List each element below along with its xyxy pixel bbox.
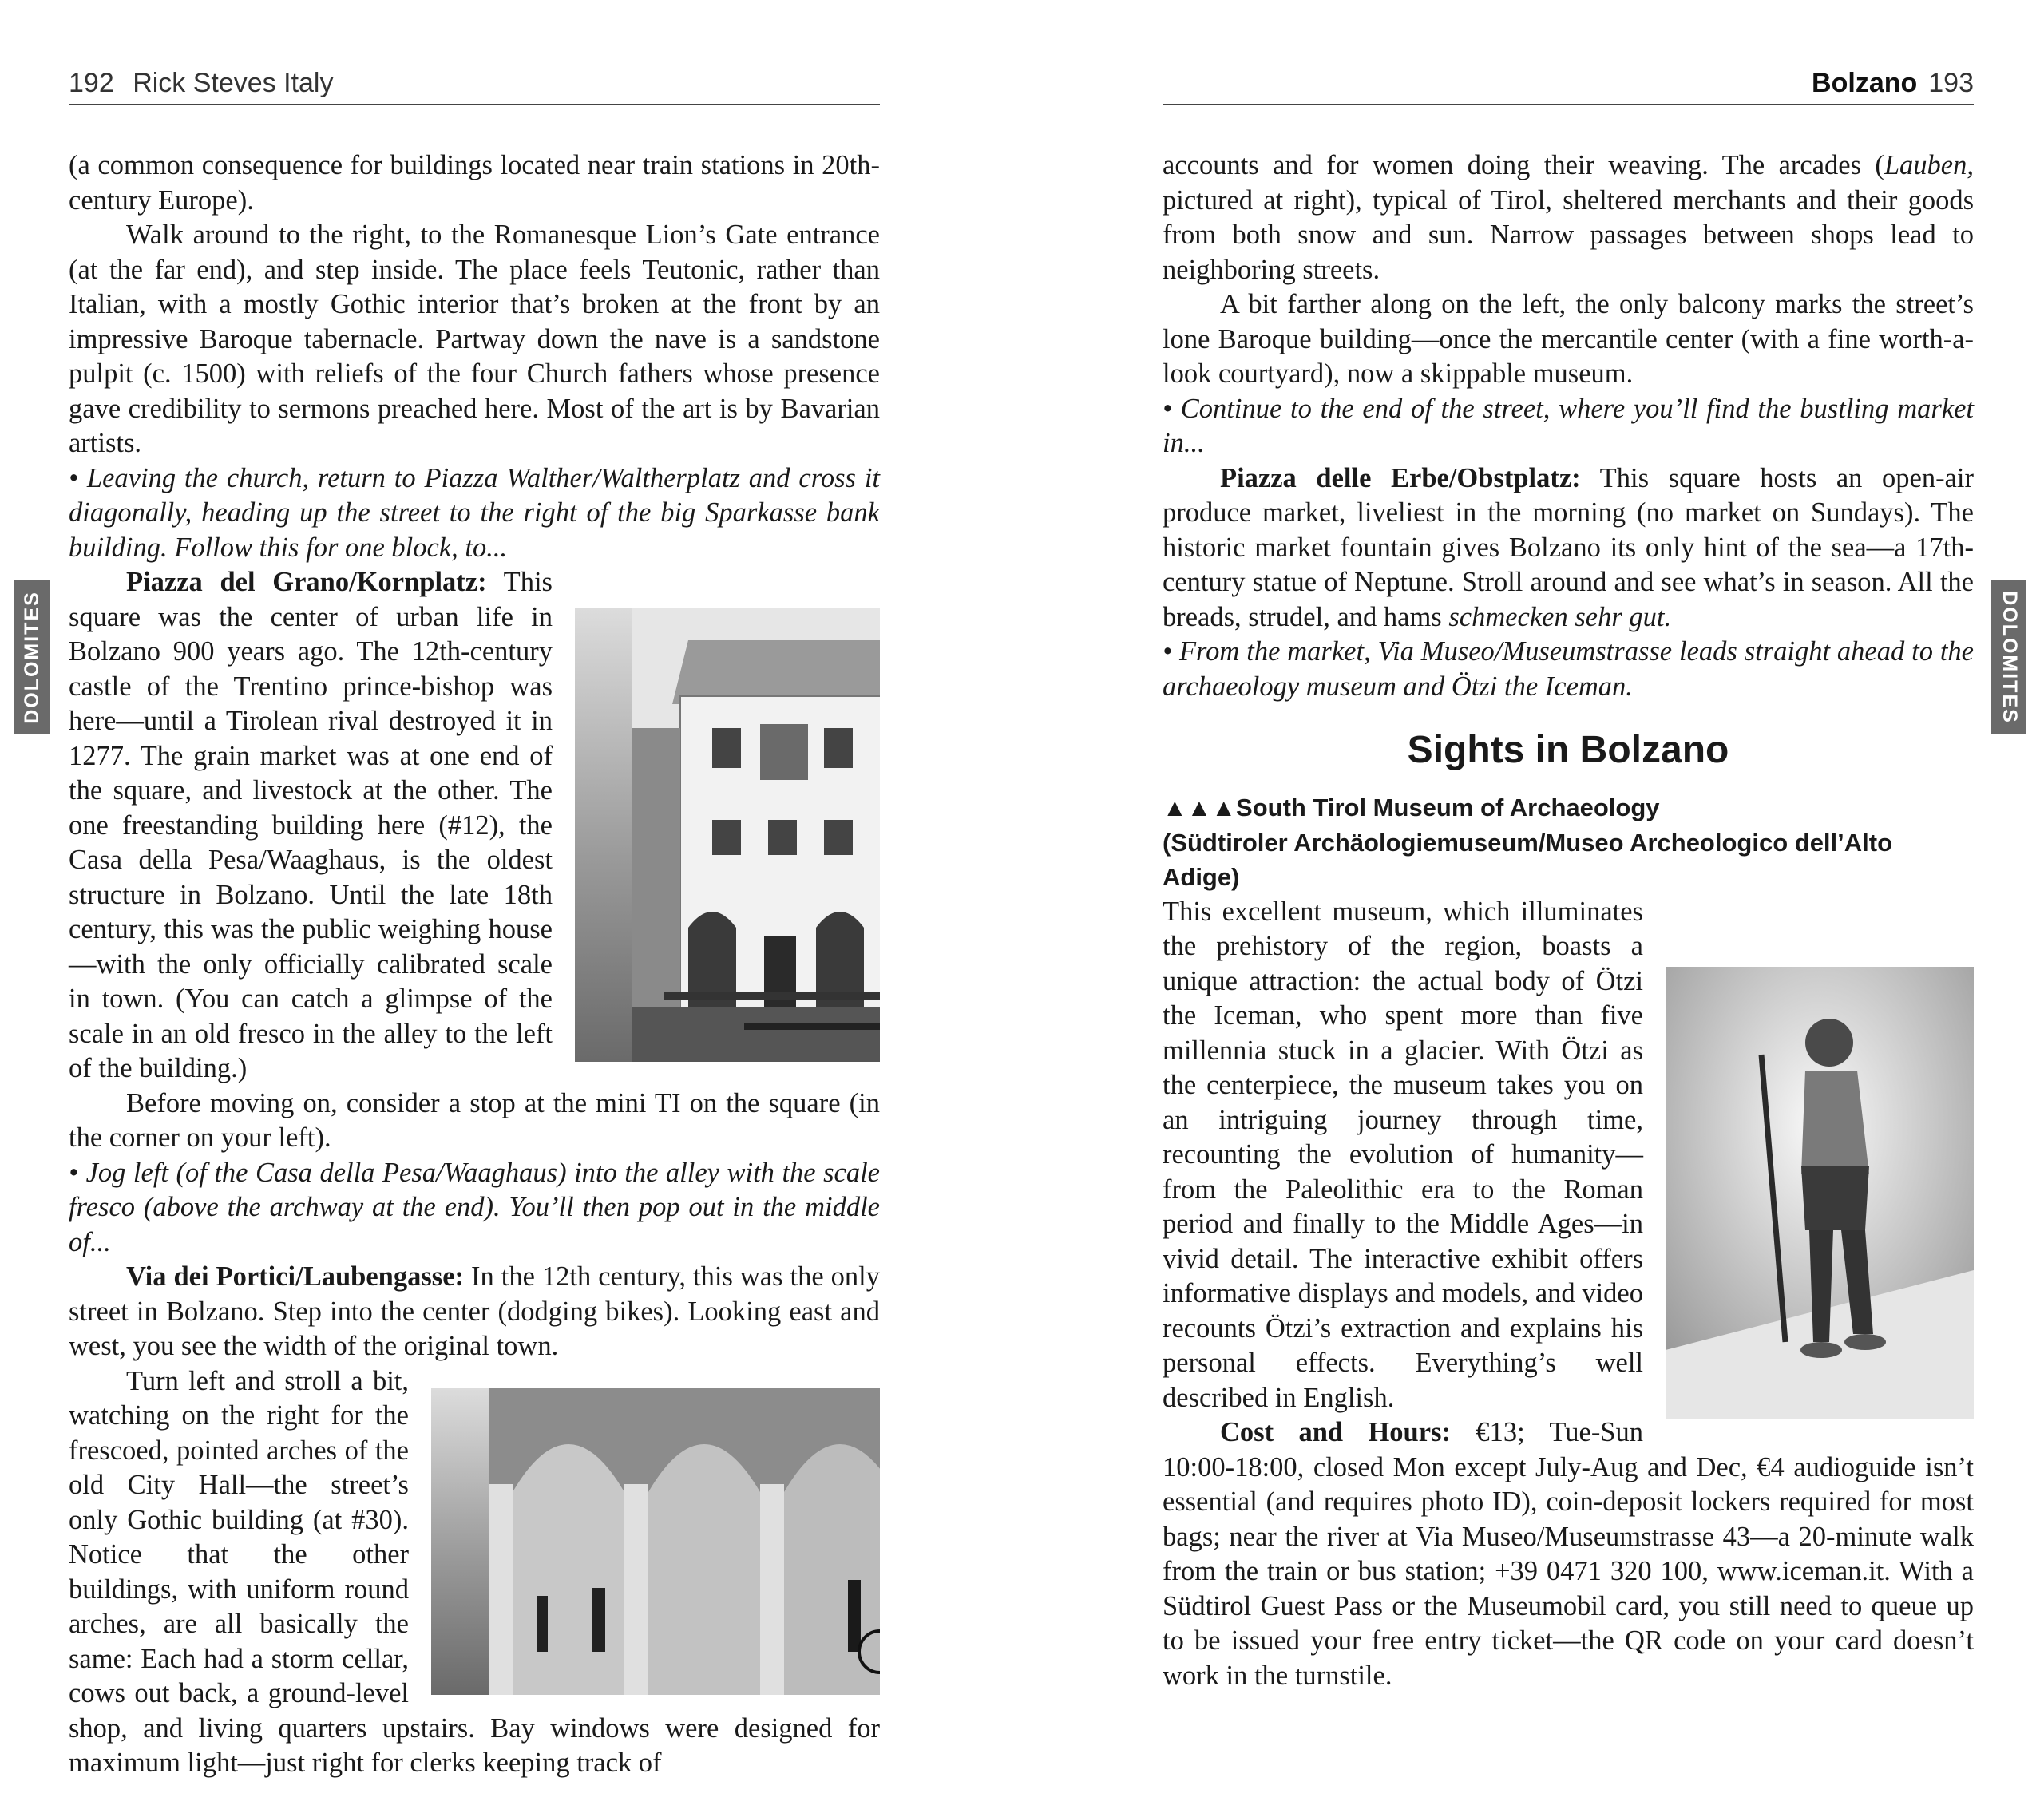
paragraph-text: Turn left and stroll a bit, watching on the right for the frescoed, pointed arches of the old City Hall—the street’s only Gothic building (at #30). Notice that the other buildings, with uniform round arches, are all basically the same: Each had a storm cellar, cows out back, a ground-level shop, and living quarters upstairs. Bay windows were designed for maximum light—just right for clerks keeping track of (69, 1365, 880, 1778)
stop-title: Piazza delle Erbe/Obstplatz: (1220, 462, 1581, 493)
casa-della-pesa-photo (575, 608, 880, 1062)
right-page-header (1163, 62, 1974, 105)
stop-description: This square hosts an open-air produce market, liveliest in the morning (no market on Sundays). The historic market fountain gives Bolzano its only hint of the sea—a 17th-century statue of Neptune. Stroll around and see what’s in season. All the breads, strudel, and hams (1163, 462, 1974, 632)
sight-title-line: ▲▲▲South Tirol Museum of Archaeology (1163, 794, 1660, 821)
paragraph (1163, 148, 1974, 287)
arcades-illustration (489, 1388, 880, 1695)
cost-hours (1163, 1415, 1974, 1693)
otzi-photo (1666, 967, 1974, 1419)
text-run: pictured at right), typical of Tirol, sheltered merchants and their goods from both snow and sun. Narrow passages between shops lead to neighboring streets. (1163, 184, 1974, 285)
walking-direction: • Jog left (of the Casa della Pesa/Waaghaus) into the alley with the scale fresco (above the archway at the end). You’ll then pop out in the middle of... (69, 1157, 880, 1257)
section-name: Bolzano (1812, 68, 1918, 98)
iceman-illustration (1666, 967, 1974, 1419)
paragraph-turn (69, 1364, 880, 1781)
paragraph-portici (69, 1260, 880, 1364)
sight-text: This excellent museum, which illuminates the prehistory of the region, boasts a unique attraction: the actual body of Ötzi the Iceman, who spent more than five millennia stuck in a glacier. With Ötzi as the centerpiece, the museum takes you on an intriguing journey through time, recounting the evolution of humanity—from the Paleolithic era to the Roman period and finally to the Middle Ages—in vivid detail. The interactive exhibit offers informative displays and models, and video recounts Ötzi’s extraction and explains his personal effects. Everything’s well described in English. (1163, 896, 1643, 1413)
paragraph: Before moving on, consider a stop at the mini TI on the square (in the corner on your left). (69, 1087, 880, 1153)
stop-title: Via dei Portici/Laubengasse: (126, 1261, 465, 1292)
arcades-photo (431, 1388, 880, 1695)
paragraph: Walk around to the right, to the Romanesque Lion’s Gate entrance (at the far end), and step inside. The place feels Teutonic, rather than Italian, with a mostly Gothic interior that’s broken at the front by an impressive Baroque tabernacle. Partway down the nave is a sandstone pulpit (c. 1500) with reliefs of the four Church fathers whose presence gave credibility to sermons preached here. Most of the art is by Bavarian artists. (69, 220, 880, 458)
section-heading: Sights in Bolzano (1407, 729, 1729, 771)
left-page-header (69, 62, 880, 105)
left-page-body (69, 148, 880, 1781)
paragraph: A bit farther along on the left, the only balcony marks the street’s lone Baroque building—once the mercantile center (with a fine worth-a-look courtyard), now a skippable museum. (1163, 289, 1974, 389)
walking-direction: • Leaving the church, return to Piazza Walther/Waltherplatz and cross it diagonally, heading up the street to the right of the big Sparkasse bank building. Follow this for one block, to... (69, 462, 880, 563)
cost-hours-label: Cost and Hours: (1220, 1417, 1451, 1447)
left-page-number: 192 (69, 68, 114, 98)
sight-title-subline: (Südtiroler Archäologiemuseum/Museo Archeologico dell’Alto Adige) (1163, 828, 1893, 891)
book-title: Rick Steves Italy (133, 68, 334, 98)
sight-description (1163, 895, 1974, 1416)
stop-title: Piazza del Grano/Kornplatz: (126, 567, 487, 597)
walking-direction: • From the market, Via Museo/Museumstrasse leads straight ahead to the archaeology museum and Ötzi the Iceman. (1163, 636, 1974, 702)
cost-hours-text: €13; Tue-Sun 10:00-18:00, closed Mon except July-Aug and Dec, €4 audioguide isn’t essential (and requires photo ID), coin-deposit lockers required for most bags; near the river at Via Museo/Museumstrasse 43—a 20-minute walk from the train or bus station; +39 0471 320 100, www.iceman.it. With a Südtirol Guest Pass or the Museumobil card, you still need to queue up to be issued your free entry ticket—the QR code on your card doesn’t work in the turnstile. (1163, 1417, 1974, 1691)
italic-phrase: schmecken sehr gut. (1448, 601, 1672, 632)
sight-title (1163, 790, 1974, 895)
right-tab-label: DOLOMITES (1998, 590, 2021, 724)
paragraph: (a common consequence for buildings located near train stations in 20th-century Europe). (69, 150, 880, 216)
stop-description: This square was the center of urban life in Bolzano 900 years ago. The 12th-century castle of the Trentino prince-bishop was here—until a Tirolean rival destroyed it in 1277. The grain market was at one end of the square, and livestock at the other. The one freestanding building here (#12), the Casa della Pesa/Waaghaus, is the oldest structure in Bolzano. Until the late 18th century, this was the public weighing house—with the only officially calibrated scale in town. (You can catch a glimpse of the scale in an old fresco in the alley to the left of the building.) (69, 567, 553, 1083)
left-tab-label: DOLOMITES (20, 590, 43, 724)
walking-direction: • Continue to the end of the street, where you’ll find the bustling market in... (1163, 393, 1974, 458)
right-section-tab (1991, 580, 2026, 734)
paragraph-grano (69, 565, 880, 1087)
paragraph-erbe (1163, 461, 1974, 635)
italic-term: Lauben, (1884, 150, 1974, 180)
right-page-number: 193 (1928, 68, 1974, 98)
building-illustration (632, 608, 880, 1062)
right-page-body (1163, 148, 1974, 1693)
left-section-tab (14, 580, 50, 734)
text-run: accounts and for women doing their weaving. The arcades ( (1163, 150, 1884, 180)
stop-description: In the 12th century, this was the only street in Bolzano. Step into the center (dodging bikes). Looking east and west, you see the width of the original town. (69, 1261, 880, 1361)
